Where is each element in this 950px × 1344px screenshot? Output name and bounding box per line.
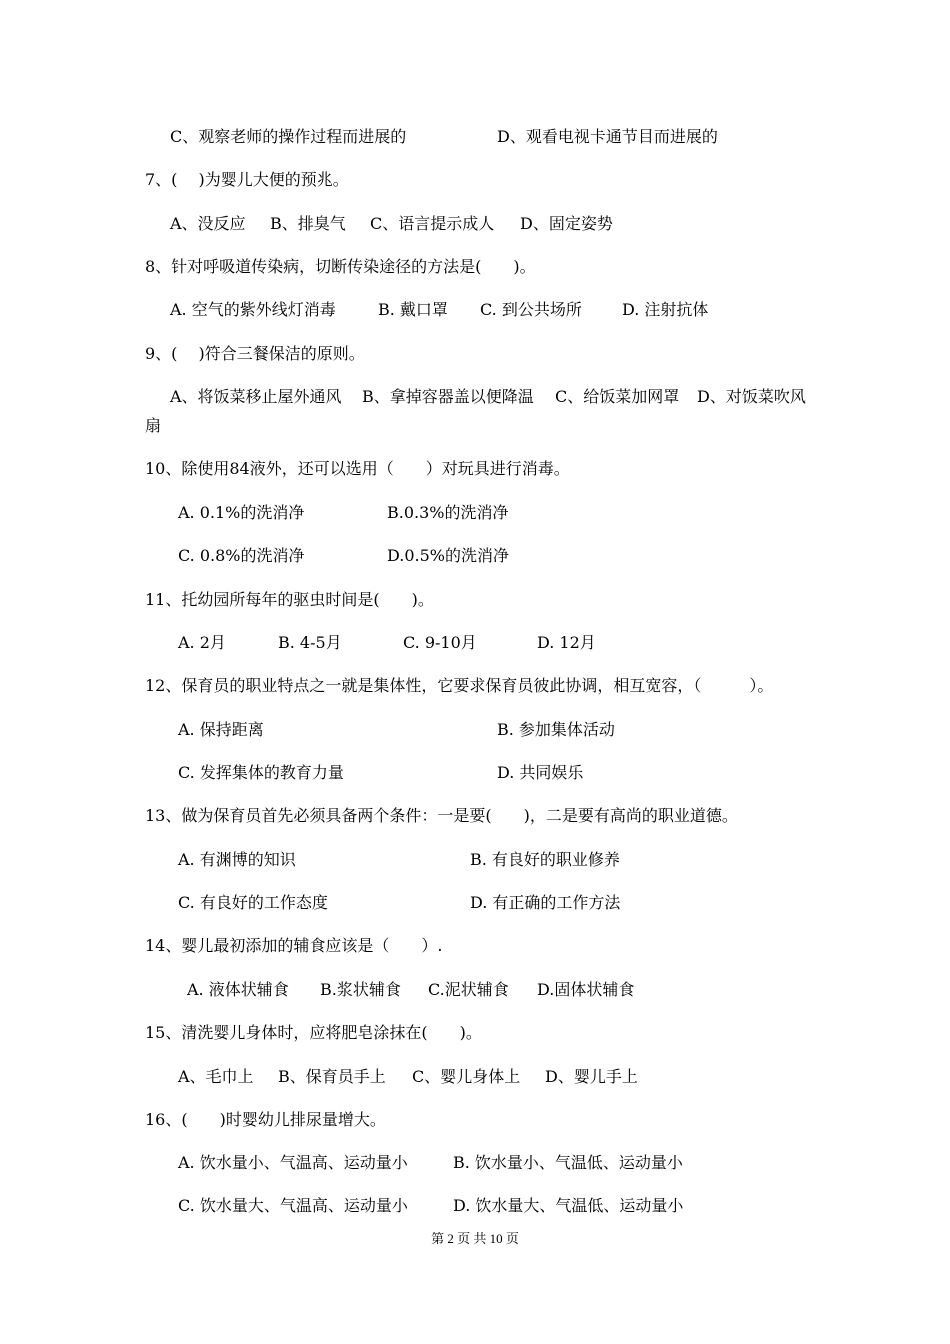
question-9-option-a: A、将饭菜移止屋外通风 [170,387,342,406]
question-13-option-c: C. 有良好的工作态度 [178,893,328,912]
question-10-stem: 10、除使用84液外，还可以选用（ ）对玩具进行消毒。 [145,459,570,478]
question-14-option-a: A. 液体状辅食 [187,980,289,999]
question-15-option-b: B、保育员手上 [278,1067,386,1086]
option-d: D、观看电视卡通节目而进展的 [497,127,718,146]
question-7-option-a: A、没反应 [170,214,246,233]
question-10-option-b: B.0.3%的洗消净 [387,503,509,522]
question-14-option-b: B.浆状辅食 [320,980,401,999]
question-8-option-b: B. 戴口罩 [378,300,448,319]
question-9-option-b: B、拿掉容器盖以便降温 [362,387,534,406]
question-13-stem: 13、做为保育员首先必须具备两个条件：一是要( )，二是要有高尚的职业道德。 [145,806,738,825]
question-14-option-d: D.固体状辅食 [537,980,635,999]
page-number-footer: 第 2 页 共 10 页 [431,1231,519,1246]
question-16-option-b: B. 饮水量小、气温低、运动量小 [453,1153,683,1172]
question-15-option-a: A、毛巾上 [178,1067,254,1086]
question-9-option-d-wrap: 扇 [145,416,162,435]
question-11-option-b: B. 4-5月 [278,633,342,652]
question-11-option-d: D. 12月 [537,633,596,652]
question-15-option-c: C、婴儿身体上 [412,1067,521,1086]
question-9-option-c: C、给饭菜加网罩 [555,387,680,406]
question-8-option-a: A. 空气的紫外线灯消毒 [170,300,336,319]
question-7-stem: 7、( )为婴儿大便的预兆。 [145,170,349,189]
question-15-stem: 15、清洗婴儿身体时，应将肥皂涂抹在( )。 [145,1023,482,1042]
question-12-option-a: A. 保持距离 [178,720,264,739]
question-16-option-a: A. 饮水量小、气温高、运动量小 [178,1153,408,1172]
question-16-option-d: D. 饮水量大、气温低、运动量小 [453,1196,684,1215]
question-9-option-d: D、对饭菜吹风 [697,387,806,406]
question-14-option-c: C.泥状辅食 [428,980,509,999]
option-c: C、观察老师的操作过程而进展的 [170,127,407,146]
question-13-option-a: A. 有渊博的知识 [178,850,296,869]
question-7-option-b: B、排臭气 [270,214,346,233]
question-10-option-c: C. 0.8%的洗消净 [178,546,305,565]
question-16-stem: 16、( )时婴幼儿排尿量增大。 [145,1110,386,1129]
question-12-option-b: B. 参加集体活动 [497,720,615,739]
question-8-option-c: C. 到公共场所 [480,300,582,319]
question-16-option-c: C. 饮水量大、气温高、运动量小 [178,1196,408,1215]
question-11-stem: 11、托幼园所每年的驱虫时间是( )。 [145,590,434,609]
question-10-option-a: A. 0.1%的洗消净 [178,503,305,522]
question-7-option-c: C、语言提示成人 [370,214,495,233]
question-8-stem: 8、针对呼吸道传染病，切断传染途径的方法是( )。 [145,257,536,276]
question-15-option-d: D、婴儿手上 [545,1067,638,1086]
question-12-option-d: D. 共同娱乐 [497,763,584,782]
question-11-option-c: C. 9-10月 [403,633,477,652]
question-13-option-d: D. 有正确的工作方法 [470,893,621,912]
question-9-stem: 9、( )符合三餐保洁的原则。 [145,344,365,363]
question-10-option-d: D.0.5%的洗消净 [387,546,509,565]
question-13-option-b: B. 有良好的职业修养 [470,850,620,869]
question-8-option-d: D. 注射抗体 [622,300,709,319]
question-12-stem: 12、保育员的职业特点之一就是集体性，它要求保育员彼此协调，相互宽容，（ ）。 [145,676,774,695]
question-11-option-a: A. 2月 [178,633,226,652]
question-7-option-d: D、固定姿势 [520,214,613,233]
question-12-option-c: C. 发挥集体的教育力量 [178,763,344,782]
question-14-stem: 14、婴儿最初添加的辅食应该是（ ）. [145,936,443,955]
